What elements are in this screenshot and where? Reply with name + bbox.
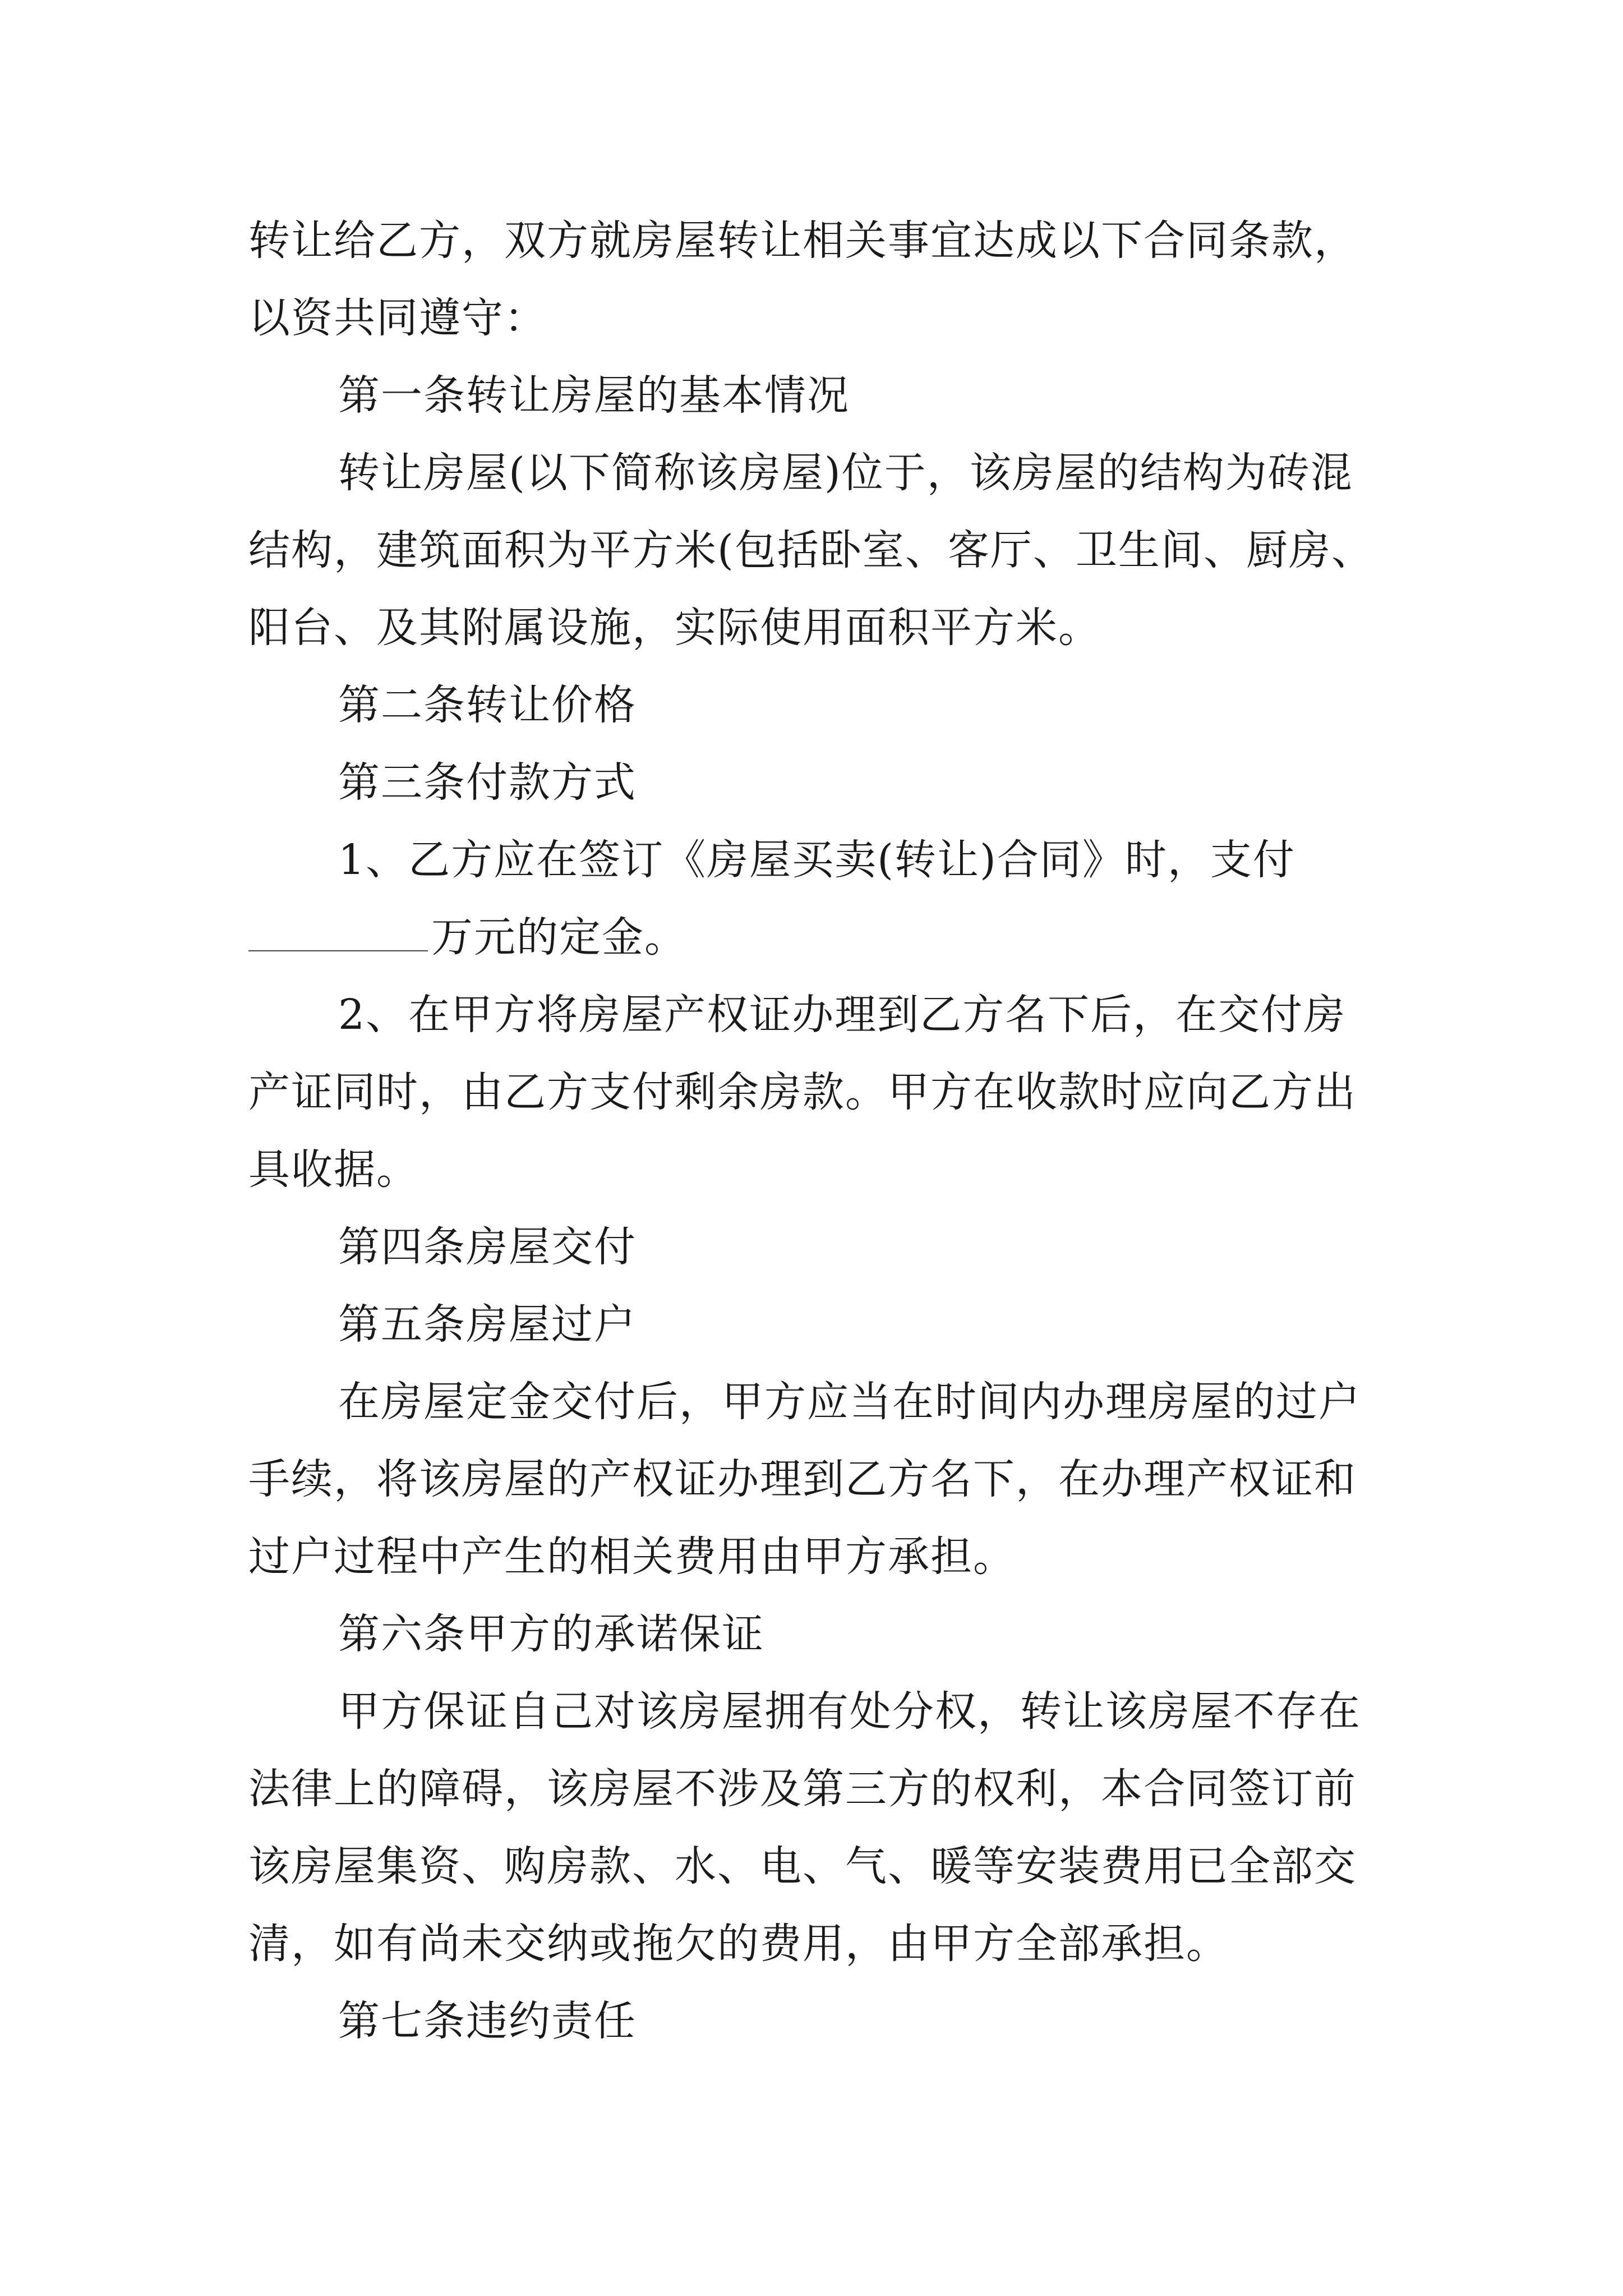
text-line-content: 转让房屋(以下简称该房屋)位于，该房屋的结构为砖混 <box>338 449 1353 497</box>
text-line <box>248 512 1393 589</box>
text-line-content: 结构，建筑面积为平方米(包括卧室、客厅、卫生间、厨房、 <box>248 526 1374 574</box>
text-line-content: 具收据。 <box>248 1145 419 1194</box>
text-line <box>248 357 1393 434</box>
text-line-content: 2、在甲方将房屋产权证办理到乙方名下后，在交付房 <box>338 991 1347 1039</box>
text-line <box>248 202 1393 279</box>
text-line-content: 第六条甲方的承诺保证 <box>338 1610 764 1658</box>
text-line-content: 阳台、及其附属设施，实际使用面积平方米。 <box>248 604 1101 652</box>
text-line-content: 万元的定金。 <box>431 913 687 961</box>
text-line <box>248 821 1393 899</box>
text-line <box>248 279 1393 357</box>
text-line-content: 以资共同遵守： <box>248 294 547 342</box>
text-line <box>248 1363 1393 1441</box>
text-line-content: 过户过程中产生的相关费用由甲方承担。 <box>248 1533 1016 1581</box>
text-line-content: 第三条付款方式 <box>338 758 637 807</box>
text-line <box>248 1208 1393 1286</box>
text-line-content: 产证同时，由乙方支付剩余房款。甲方在收款时应向乙方出 <box>248 1068 1357 1116</box>
text-line <box>248 1750 1393 1828</box>
text-line <box>248 899 1393 976</box>
text-line-content: 在房屋定金交付后，甲方应当在时间内办理房屋的过户 <box>338 1378 1361 1426</box>
text-line <box>248 1131 1393 1208</box>
text-line-content: 甲方保证自己对该房屋拥有处分权，转让该房屋不存在 <box>338 1687 1361 1736</box>
text-line <box>248 976 1393 1053</box>
text-line-content: 第五条房屋过户 <box>338 1300 637 1349</box>
text-line-content: 第一条转让房屋的基本情况 <box>338 371 850 420</box>
fill-in-blank <box>248 917 428 951</box>
text-line <box>248 1595 1393 1673</box>
text-line <box>248 1441 1393 1518</box>
text-line <box>248 1673 1393 1750</box>
document-body <box>248 202 1393 2060</box>
text-line-content: 清，如有尚未交纳或拖欠的费用，由甲方全部承担。 <box>248 1920 1229 1968</box>
text-line <box>248 666 1393 744</box>
text-line-content: 1、乙方应在签订《房屋买卖(转让)合同》时，支付 <box>338 836 1295 884</box>
text-line-content: 手续，将该房屋的产权证办理到乙方名下，在办理产权证和 <box>248 1455 1357 1503</box>
text-line <box>248 1828 1393 1905</box>
text-line-content: 第二条转让价格 <box>338 681 637 729</box>
text-line-content: 第七条违约责任 <box>338 1997 637 2045</box>
text-line-content: 该房屋集资、购房款、水、电、气、暖等安装费用已全部交 <box>248 1842 1357 1890</box>
text-line <box>248 1053 1393 1131</box>
text-line-content: 第四条房屋交付 <box>338 1223 637 1271</box>
text-line <box>248 744 1393 821</box>
text-line-content: 转让给乙方，双方就房屋转让相关事宜达成以下合同条款， <box>248 217 1357 265</box>
text-line <box>248 1982 1393 2060</box>
text-line <box>248 1286 1393 1363</box>
text-line <box>248 434 1393 512</box>
text-line <box>248 1905 1393 1982</box>
text-line <box>248 589 1393 666</box>
text-line-content: 法律上的障碍，该房屋不涉及第三方的权利，本合同签订前 <box>248 1765 1357 1813</box>
text-line <box>248 1518 1393 1595</box>
